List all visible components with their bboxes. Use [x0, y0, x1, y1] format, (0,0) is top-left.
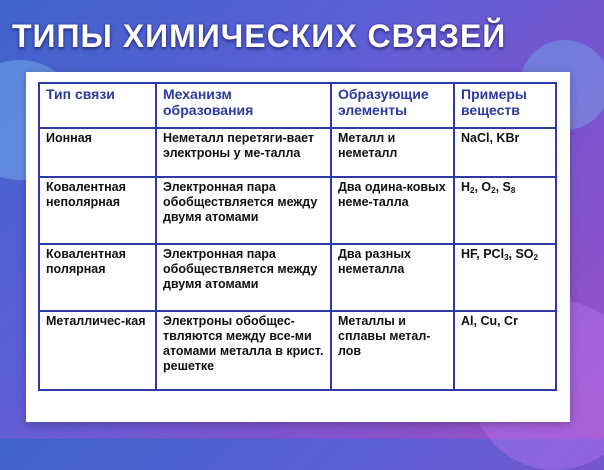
cell-elements: Два разных неметалла	[331, 244, 454, 311]
cell-bond-type: Металличес-кая	[39, 311, 156, 390]
cell-elements: Два одина-ковых неме-талла	[331, 177, 454, 244]
formula-h2: H	[461, 180, 471, 194]
cell-elements: Металл и неметалл	[331, 128, 454, 177]
table-row-ionic	[39, 128, 556, 177]
cell-mechanism: Электронная пара обобществляется между двумя атомами	[156, 177, 331, 244]
subscript-so2: 2	[533, 253, 538, 262]
cell-examples: NaCl, KBr	[454, 128, 556, 177]
cell-elements: Металлы и сплавы метал-лов	[331, 311, 454, 390]
table-row-metallic	[39, 311, 556, 390]
formula-so2: , SO	[508, 247, 534, 261]
bond-types-table	[38, 82, 557, 391]
cell-mechanism: Неметалл перетяги-вает электроны у ме-талла	[156, 128, 331, 177]
formula-s8: , S	[495, 180, 511, 194]
table-row-covalent-nonpolar	[39, 177, 556, 244]
cell-bond-type: Ковалентная полярная	[39, 244, 156, 311]
cell-examples: Al, Cu, Cr	[454, 311, 556, 390]
subscript-s8: 8	[510, 186, 516, 195]
cell-examples	[454, 244, 556, 311]
header-bond-type: Тип связи	[39, 83, 156, 128]
header-elements: Образующие элементы	[331, 83, 454, 128]
cell-mechanism: Электронная пара обобществляется между двумя атомами	[156, 244, 331, 311]
page-title: ТИПЫ ХИМИЧЕСКИХ СВЯЗЕЙ	[12, 18, 507, 54]
cell-bond-type: Ионная	[39, 128, 156, 177]
table-row-covalent-polar	[39, 244, 556, 311]
subscript-h2: 2	[470, 186, 475, 195]
formula-o2: , O	[474, 180, 492, 194]
subscript-pcl3: 3	[504, 253, 509, 262]
cell-bond-type: Ковалентная неполярная	[39, 177, 156, 244]
cell-examples	[454, 177, 556, 244]
table-card	[26, 72, 570, 422]
header-mechanism: Механизм образования	[156, 83, 331, 128]
cell-mechanism: Электроны обобщес-твляются между все-ми атомами металла в крист. решетке	[156, 311, 331, 390]
header-examples: Примеры веществ	[454, 83, 556, 128]
subscript-o2: 2	[491, 186, 496, 195]
table-header-row	[39, 83, 556, 128]
formula-hf-pcl3: HF, PCl	[461, 247, 505, 261]
